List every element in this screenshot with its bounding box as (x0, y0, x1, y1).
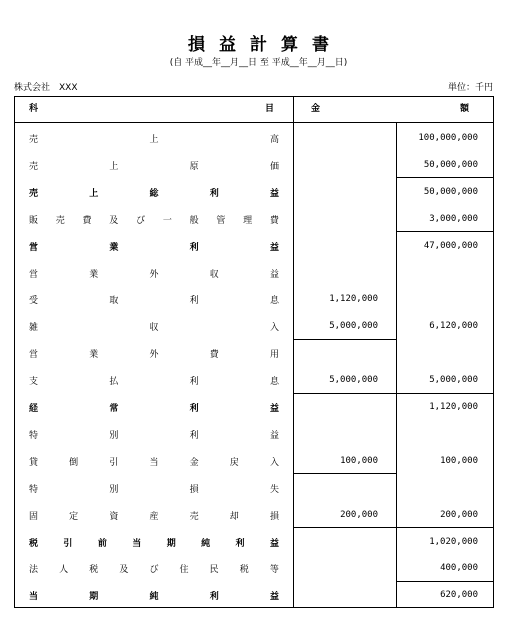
detail-amount (295, 206, 378, 233)
detail-amount (295, 555, 378, 582)
detail-amount (295, 260, 378, 287)
total-amount: 400,000 (440, 563, 478, 574)
total-amount: 100,000,000 (418, 133, 478, 143)
table-row (15, 529, 495, 556)
account-label: 当 期 純 利 益 (29, 592, 279, 603)
company-name: 株式会社 XXX (14, 83, 78, 93)
table-row (15, 367, 495, 394)
income-statement-table (14, 96, 494, 608)
document-title: 損益計算書 (188, 35, 343, 55)
account-label: 売 上 高 (29, 135, 279, 145)
total-amount (398, 260, 478, 287)
account-label: 雑 収 入 (29, 323, 279, 334)
header-rule (15, 122, 493, 123)
detail-amount (295, 340, 378, 367)
table-row (15, 502, 495, 529)
detail-amount: 200,000 (340, 509, 378, 520)
table-row (15, 179, 495, 206)
total-amount: 200,000 (440, 509, 478, 520)
account-label: 営 業 外 収 益 (29, 269, 279, 280)
detail-amount: 1,120,000 (329, 294, 378, 305)
divider-rule (396, 231, 493, 232)
total-amount: 620,000 (440, 590, 478, 601)
account-label: 特 別 利 益 (29, 430, 279, 441)
table-row (15, 206, 495, 233)
header-item-right: 目 (265, 104, 275, 114)
unit-label: 単位：千円 (447, 83, 493, 93)
table-row (15, 340, 495, 367)
detail-amount (295, 233, 378, 260)
account-label: 支 払 利 息 (29, 377, 279, 388)
header-amount-right: 額 (460, 104, 470, 114)
total-amount: 100,000 (440, 455, 478, 466)
account-label: 税 引 前 当 期 純 利 益 (29, 538, 279, 549)
detail-amount (295, 582, 378, 609)
detail-amount: 5,000,000 (329, 375, 378, 386)
table-row (15, 152, 495, 179)
divider-rule (396, 581, 493, 582)
total-amount: 5,000,000 (429, 375, 478, 386)
detail-amount (295, 529, 378, 556)
account-label: 受 取 利 息 (29, 296, 279, 307)
detail-amount (295, 394, 378, 421)
detail-amount: 100,000 (340, 455, 378, 466)
detail-amount (295, 421, 378, 448)
table-row (15, 555, 495, 582)
account-label: 売 上 総 利 益 (29, 188, 279, 199)
account-label: 法 人 税 及 び 住 民 税 等 (29, 565, 279, 576)
detail-amount (295, 152, 378, 179)
divider-rule (294, 339, 396, 340)
account-label: 販 売 費 及 び 一 般 管 理 費 (29, 215, 279, 226)
account-label: 特 別 損 失 (29, 484, 279, 495)
table-row (15, 421, 495, 448)
account-label: 貸 倒 引 当 金 戻 入 (29, 457, 279, 468)
divider-rule (294, 473, 396, 474)
table-row (15, 448, 495, 475)
account-label: 営 業 外 費 用 (29, 350, 279, 361)
header-amount-left: 金 (311, 104, 321, 114)
account-label: 固 定 資 産 売 却 損 (29, 511, 279, 522)
total-amount: 1,120,000 (429, 402, 478, 412)
total-amount: 3,000,000 (429, 213, 478, 224)
account-label: 売 上 原 価 (29, 161, 279, 172)
divider-rule (294, 393, 493, 394)
detail-amount (295, 125, 378, 152)
divider-rule (294, 527, 493, 528)
header-item-left: 科 (29, 104, 39, 114)
table-row (15, 582, 495, 609)
total-amount: 50,000,000 (423, 159, 478, 170)
divider-rule (396, 177, 493, 178)
table-row (15, 313, 495, 340)
total-amount: 47,000,000 (423, 240, 478, 251)
total-amount (398, 475, 478, 502)
table-row (15, 260, 495, 287)
total-amount (398, 421, 478, 448)
table-row (15, 394, 495, 421)
table-row (15, 475, 495, 502)
total-amount: 6,120,000 (429, 321, 478, 332)
table-row (15, 233, 495, 260)
fiscal-period: (自 平成__年__月__日 至 平成__年__月__日) (169, 58, 348, 68)
detail-amount (295, 179, 378, 206)
detail-amount (295, 475, 378, 502)
account-label: 営 業 利 益 (29, 242, 279, 253)
account-label: 経 常 利 益 (29, 404, 279, 414)
total-amount (398, 286, 478, 313)
table-row (15, 125, 495, 152)
total-amount: 50,000,000 (423, 186, 478, 197)
total-amount (398, 340, 478, 367)
table-row (15, 286, 495, 313)
detail-amount: 5,000,000 (329, 321, 378, 332)
total-amount: 1,020,000 (429, 536, 478, 547)
